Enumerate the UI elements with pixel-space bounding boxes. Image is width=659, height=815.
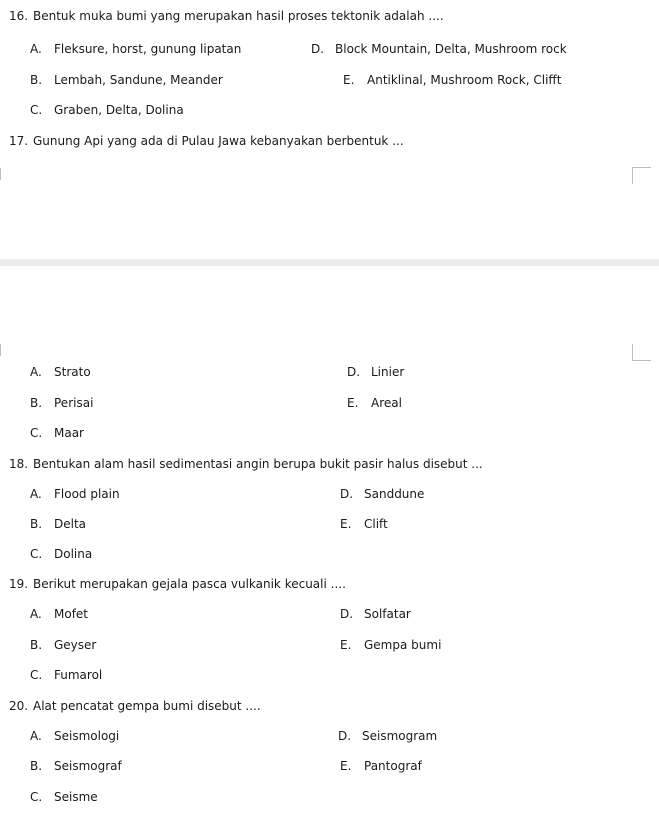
q18-option-e[interactable]: E. Clift <box>340 517 388 531</box>
question-text: Bentukan alam hasil sedimentasi angin berupa bukit pasir halus disebut ... <box>33 457 483 471</box>
q19-option-a[interactable]: A. Mofet <box>30 607 89 621</box>
question-18 <box>9 456 483 472</box>
question-text: Bentuk muka bumi yang merupakan hasil proses tektonik adalah .... <box>33 9 444 23</box>
q19-option-b[interactable]: B. Geyser <box>30 638 97 652</box>
q17-option-d[interactable]: D. Linier <box>347 365 405 379</box>
question-text: Berikut merupakan gejala pasca vulkanik kecuali .... <box>33 577 346 591</box>
question-number: 17. <box>9 134 29 148</box>
q20-option-e[interactable]: E. Pantograf <box>340 759 422 773</box>
page-separator <box>0 259 659 266</box>
q17-option-c[interactable]: C. Maar <box>30 426 84 440</box>
q18-option-a[interactable]: A. Flood plain <box>30 487 120 501</box>
q19-option-d[interactable]: D. Solfatar <box>340 607 411 621</box>
page-edge-mark <box>0 168 1 180</box>
q20-option-d[interactable]: D. Seismogram <box>338 729 438 743</box>
q16-option-e[interactable]: E. Antiklinal, Mushroom Rock, Clifft <box>343 73 562 87</box>
q19-option-c[interactable]: C. Fumarol <box>30 668 103 682</box>
page-edge-mark <box>0 344 1 356</box>
q20-option-c[interactable]: C. Seisme <box>30 790 98 804</box>
q17-option-b[interactable]: B. Perisai <box>30 396 94 410</box>
q18-option-d[interactable]: D. Sanddune <box>340 487 425 501</box>
question-19 <box>9 576 346 592</box>
page-corner-mark <box>632 167 651 184</box>
question-text: Gunung Api yang ada di Pulau Jawa kebanyakan berbentuk ... <box>33 134 404 148</box>
q16-option-b[interactable]: B. Lembah, Sandune, Meander <box>30 73 223 87</box>
q16-option-d[interactable]: D. Block Mountain, Delta, Mushroom rock <box>311 42 567 56</box>
question-number: 16. <box>9 9 29 23</box>
question-number: 20. <box>9 699 29 713</box>
question-16 <box>9 8 444 24</box>
q16-option-c[interactable]: C. Graben, Delta, Dolina <box>30 103 184 117</box>
q18-option-c[interactable]: C. Dolina <box>30 547 93 561</box>
question-text: Alat pencatat gempa bumi disebut .... <box>33 699 261 713</box>
question-20 <box>9 698 261 714</box>
q20-option-a[interactable]: A. Seismologi <box>30 729 120 743</box>
q19-option-e[interactable]: E. Gempa bumi <box>340 638 442 652</box>
q17-option-a[interactable]: A. Strato <box>30 365 91 379</box>
page-corner-mark <box>632 344 651 361</box>
q20-option-b[interactable]: B. Seismograf <box>30 759 122 773</box>
question-number: 18. <box>9 457 29 471</box>
q18-option-b[interactable]: B. Delta <box>30 517 87 531</box>
question-number: 19. <box>9 577 29 591</box>
q16-option-a[interactable]: A. Fleksure, horst, gunung lipatan <box>30 42 242 56</box>
question-17 <box>9 133 404 149</box>
q17-option-e[interactable]: E. Areal <box>347 396 402 410</box>
